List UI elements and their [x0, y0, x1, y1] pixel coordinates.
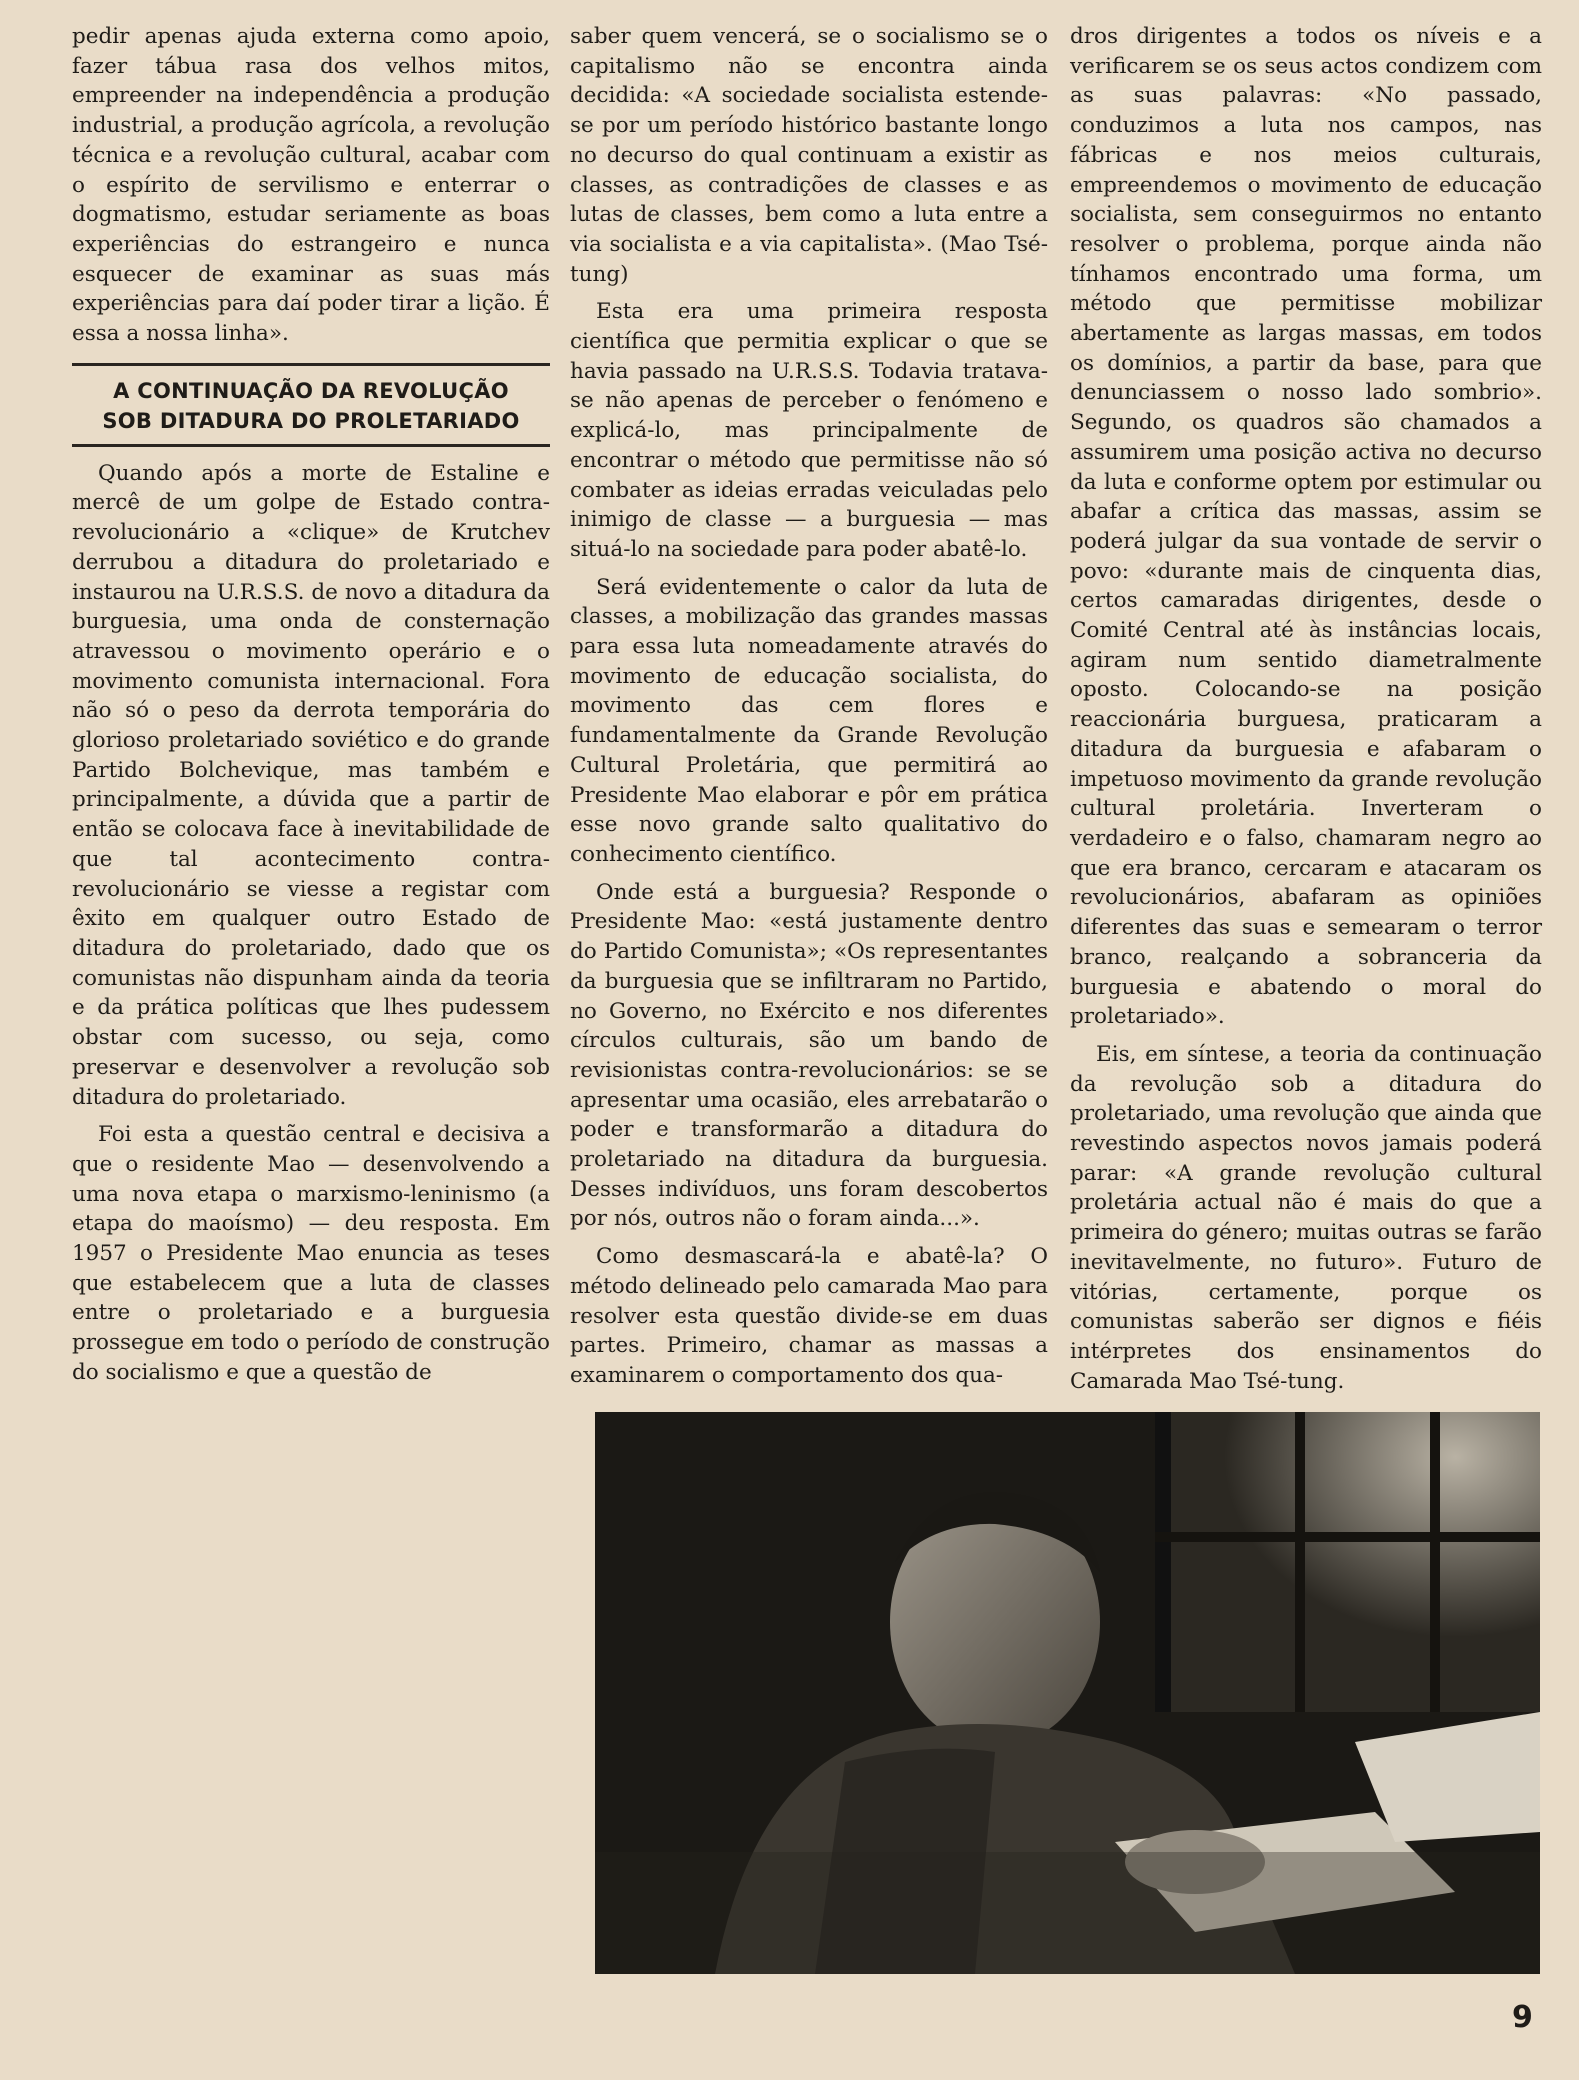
text-column-2 — [570, 22, 1048, 1399]
paragraph: pedir apenas ajuda externa como apoio, fazer tábua rasa dos velhos mitos, empreender na independência a produção industrial, a produção agrícola, a revolução técnica e a revolução cultural, acabar com o espírito de servilismo e enterrar o dogmatismo, estudar seriamente as boas experiências do estrangeiro e nunca esquecer de examinar as suas más experiências para daí poder tirar a lição. É essa a nossa linha». — [72, 24, 550, 347]
portrait-photo — [595, 1412, 1540, 1974]
paragraph: Foi esta a questão central e decisiva a que o residente Mao — desenvolvendo a uma nova etapa o marxismo-leninismo (a etapa do maoísmo) — deu resposta. Em 1957 o Presidente Mao enuncia as teses que estabelecem que a luta de classes entre o proletariado e a burguesia prossegue em todo o período de construção do socialismo e que a questão de — [72, 1122, 550, 1385]
paragraph: Será evidentemente o calor da luta de classes, a mobilização das grandes massas para essa luta nomeadamente através do movimento de educação socialista, do movimento das cem flores e fundamentalmente da Grande Revolução Cultural Proletária, que permitirá ao Presidente Mao elaborar e pôr em prática esse novo grande salto qualitativo do conhecimento científico. — [570, 574, 1048, 867]
paragraph: Como desmascará-la e abatê-la? O método delineado pelo camarada Mao para resolver esta questão divide-se em duas partes. Primeiro, chamar as massas a examinarem o comportamento dos qua- — [570, 1244, 1048, 1388]
section-heading-line-1: A CONTINUAÇÃO DA REVOLUÇÃO — [113, 378, 509, 403]
page-number: 9 — [1512, 2000, 1533, 2035]
paragraph: saber quem vencerá, se o socialismo se o capitalismo não se encontra ainda decidida: «A sociedade socialista estende-se por um período histórico bastante longo no decurso do qual continuam a existir as classes, as contradições de classes e as lutas de classes, bem como a luta entre a via socialista e a via capitalista». (Mao Tsé-tung) — [570, 24, 1048, 287]
text-column-1 — [72, 22, 550, 1396]
section-rule-top — [72, 363, 550, 366]
section-heading-line-2: SOB DITADURA DO PROLETARIADO — [102, 408, 520, 433]
photo-illustration — [595, 1412, 1540, 1974]
paragraph: Esta era uma primeira resposta científica que permitia explicar o que se havia passado na U.R.S.S. Todavia tratava-se não apenas de perceber o fenómeno e explicá-lo, mas principalmente de encontrar o método que permitisse não só combater as ideias erradas veiculadas pelo inimigo de classe — a burguesia — mas situá-lo na sociedade para poder abatê-lo. — [570, 299, 1048, 562]
paragraph: Onde está a burguesia? Responde o Presidente Mao: «está justamente dentro do Partido Comunista»; «Os representantes da burguesia que se infiltraram no Partido, no Governo, no Exército e nos diferentes círculos culturais, são um bando de revisionistas contra-revolucionários: se se apresentar uma ocasião, eles arrebatarão o poder e transformarão a ditadura do proletariado na ditadura da burguesia. Desses indivíduos, uns foram descobertos por nós, outros não o foram ainda...». — [570, 879, 1048, 1232]
paragraph: dros dirigentes a todos os níveis e a verificarem se os seus actos condizem com as suas palavras: «No passado, conduzimos a luta nos campos, nas fábricas e nos meios culturais, empreendemos o movimento de educação socialista, sem conseguirmos no entanto resolver o problema, porque ainda não tínhamos encontrado uma forma, um método que permitisse mobilizar abertamente as largas massas, em todos os domínios, a partir da base, para que denunciassem o nosso lado sombrio». Segundo, os quadros são chamados a assumirem uma posição activa no decurso da luta e conforme optem por estimular ou abafar a crítica das massas, assim se poderá julgar da sua vontade de servir o povo: «durante mais de cinquenta dias, certos camaradas dirigentes, desde o Comité Central até às instâncias locais, agiram num sentido diametralmente oposto. Colocando-se na posição reaccionária burguesa, praticaram a ditadura da burguesia e afabaram o impetuoso movimento da grande revolução cultural proletária. Inverteram o verdadeiro e o falso, chamaram negro ao que era branco, cercaram e atacaram os revolucionários, abafaram as opiniões diferentes das suas e semearam o terror branco, realçando a sobranceria da burguesia e abatendo o moral do proletariado». — [1070, 24, 1542, 1030]
text-column-3 — [1070, 22, 1542, 1404]
paragraph: Eis, em síntese, a teoria da continuação da revolução sob a ditadura do proletariado, uma revolução que ainda que revestindo aspectos novos jamais poderá parar: «A grande revolução cultural proletária actual não é mais do que a primeira do género; muitas outras se farão inevitavelmente, no futuro». Futuro de vitórias, certamente, porque os comunistas saberão ser dignos e fiéis intérpretes dos ensinamentos do Camarada Mao Tsé-tung. — [1070, 1041, 1542, 1394]
paragraph: Quando após a morte de Estaline e mercê de um golpe de Estado contra-revolucionário a «clique» de Krutchev derrubou a ditadura do proletariado e instaurou na U.R.S.S. de novo a ditadura da burguesia, uma onda de consternação atravessou o movimento operário e o movimento comunista internacional. Fora não só o peso da derrota temporária do glorioso proletariado soviético e do grande Partido Bolchevique, mas também e principalmente, a dúvida que a partir de então se colocava face à inevitabilidade de que tal acontecimento contra-revolucionário se viesse a registar com êxito em qualquer outro Estado de ditadura do proletariado, dado que os comunistas não dispunham ainda da teoria e da prática políticas que lhes pudessem obstar com sucesso, ou seja, como preservar e desenvolver a revolução sob ditadura do proletariado. — [72, 460, 550, 1110]
section-rule-bottom — [72, 444, 550, 447]
